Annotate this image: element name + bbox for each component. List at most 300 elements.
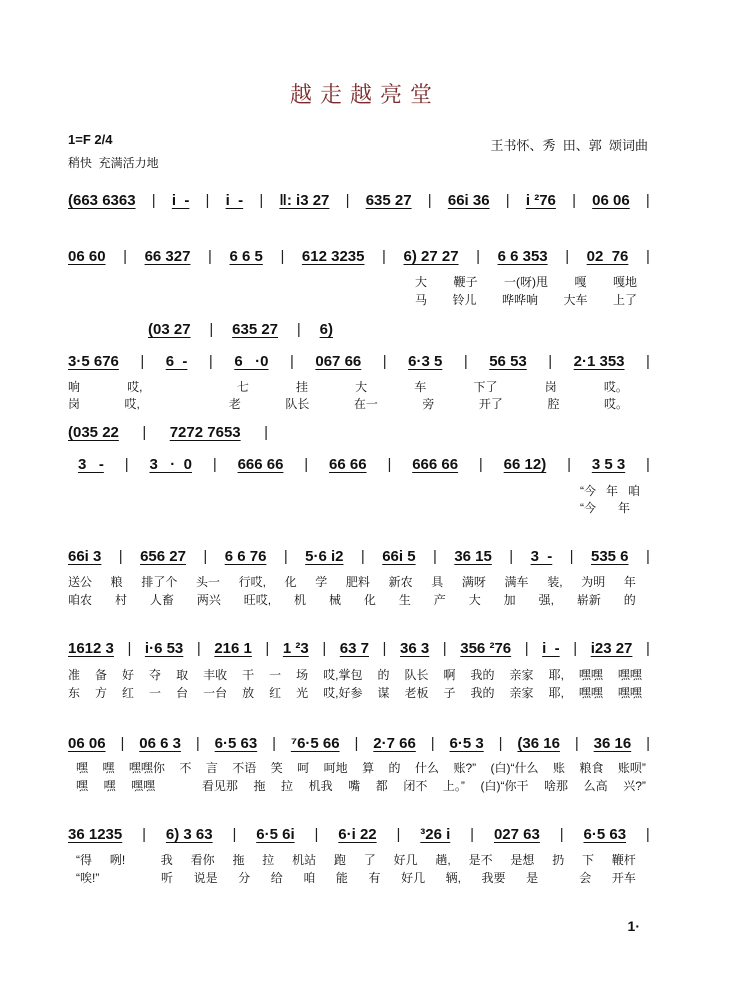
lyric-word: 是想 — [510, 853, 535, 867]
lyric-line-verse-2 — [76, 777, 646, 794]
lyric-word: 机 — [294, 593, 307, 607]
bar-line: | — [212, 456, 217, 473]
bar-line: | — [360, 548, 365, 565]
lyric-word: 化 — [363, 593, 376, 607]
lyric-word: 一 — [269, 668, 282, 682]
lyric-word: 生 — [398, 593, 411, 607]
bar-line: | — [289, 353, 294, 370]
lyric-word: 两兴 — [196, 593, 221, 607]
bar-line: | — [314, 826, 319, 843]
lyric-word: 队长 — [404, 668, 429, 682]
lyric-line-verse-1 — [76, 759, 646, 776]
lyric-word: 铃儿 — [452, 293, 477, 307]
lyric-word: 是不 — [468, 853, 493, 867]
lyric-word: 粮食 — [579, 761, 604, 775]
measure: 63 7 — [339, 640, 369, 657]
lyric-word: 肥料 — [345, 575, 370, 589]
lyric-word: 一 — [149, 686, 162, 700]
lyric-word: 旁 — [422, 397, 435, 411]
lyric-word: 不 — [179, 761, 192, 775]
measure: 36 16 — [593, 735, 632, 752]
lyric-word: 满呀 — [461, 575, 486, 589]
lyric-line-verse-1 — [76, 851, 636, 868]
lyric-word: 我的 — [470, 668, 495, 682]
lyric-word: 哎。 — [603, 397, 628, 411]
lyric-word: 分 — [238, 871, 251, 885]
measure: 6) 27 27 — [403, 248, 459, 265]
lyric-line-verse-1 — [68, 573, 636, 590]
lyric-word: 红 — [122, 686, 135, 700]
lyric-word: 不语 — [232, 761, 257, 775]
bar-line: | — [548, 353, 553, 370]
lyric-word: 我 — [160, 853, 173, 867]
measure: 6·5 63 — [214, 735, 258, 752]
lyric-word: 啊 — [443, 668, 456, 682]
lyric-word: 跑 — [333, 853, 346, 867]
bar-line: | — [208, 248, 212, 265]
measure: 666 66 — [237, 456, 284, 473]
lyric-word: 加 — [503, 593, 516, 607]
lyric-word: 听 — [161, 871, 174, 885]
measure: i·6 53 — [144, 640, 184, 657]
lyric-word: 子 — [443, 686, 456, 700]
measure: 1 ²3 — [282, 640, 309, 657]
bar-line: | — [567, 456, 571, 473]
lyric-word: 么高 — [583, 779, 608, 793]
lyric-word: 夺 — [149, 668, 162, 682]
lyric-word: 嘎 — [574, 275, 587, 289]
measure: 656 27 — [140, 548, 186, 565]
bar-line: | — [646, 456, 650, 473]
lyric-word: 行哎, — [238, 575, 266, 589]
bar-line: | — [120, 735, 125, 752]
measure: i - — [542, 640, 560, 657]
bar-line: | — [304, 456, 309, 473]
measure: 6·5 6i — [256, 826, 295, 843]
measure: 6·5 63 — [583, 826, 627, 843]
measure: 3 5 3 — [591, 456, 626, 473]
measure: 6·3 5 — [408, 353, 443, 370]
measure: 3·5 676 — [68, 353, 119, 370]
bar-line: | — [430, 735, 435, 752]
lyric-word: 开车 — [611, 871, 636, 885]
bar-line: | — [387, 456, 392, 473]
lyric-word: 我要 — [481, 871, 506, 885]
measure: 666 66 — [412, 456, 459, 473]
lyric-word: 拖 — [253, 779, 266, 793]
lyric-word: 车 — [414, 380, 427, 394]
lyric-word: 放 — [242, 686, 255, 700]
lyric-word: 年 — [623, 575, 636, 589]
bar-line: | — [509, 548, 514, 565]
authors: 王书怀、秀 田、郭 颂词曲 — [490, 138, 648, 153]
measure: 6 6 5 — [229, 248, 263, 265]
bar-line: | — [123, 248, 128, 265]
lyric-word: 看你 — [190, 853, 215, 867]
lyric-word: 哎, — [124, 397, 140, 411]
measure: 6 6 353 — [497, 248, 548, 265]
lyric-word: 哎,好参 — [323, 686, 363, 700]
bar-line: | — [396, 826, 401, 843]
measure: (03 27 — [148, 321, 191, 338]
lyric-word: 准 — [68, 668, 81, 682]
bar-line: | — [572, 192, 576, 209]
lyric-word: 呵 — [297, 761, 310, 775]
measure: 2·7 66 — [373, 735, 416, 752]
lyric-word: 下了 — [473, 380, 498, 394]
lyric-word: “今 — [580, 501, 596, 515]
measure: ³26 i — [420, 826, 451, 843]
measure: 36 3 — [400, 640, 430, 657]
lyric-word: 场 — [296, 668, 309, 682]
lyric-word: 红 — [269, 686, 282, 700]
lyric-word: 为明 — [581, 575, 606, 589]
bar-line: | — [196, 640, 201, 657]
measure: 635 27 — [365, 192, 412, 209]
lyric-word: 年 — [617, 501, 630, 515]
lyric-word: 机我 — [308, 779, 333, 793]
bar-line: | — [142, 424, 147, 441]
lyric-word: (白)“你干 — [480, 779, 529, 793]
lyric-word: 化 — [284, 575, 297, 589]
lyric-word: 鞭杆 — [611, 853, 636, 867]
measure: 6 - — [165, 353, 188, 370]
bar-line: | — [645, 640, 650, 657]
bar-line: | — [463, 353, 468, 370]
lyric-word: 咱农 — [68, 593, 93, 607]
bar-line: | — [140, 353, 145, 370]
measure: 36 1235 — [68, 826, 123, 843]
page-number: 1· — [627, 918, 640, 934]
bar-line: | — [433, 548, 437, 565]
lyric-word: 在一 — [353, 397, 378, 411]
lyric-word: 嘿嘿 — [617, 686, 642, 700]
notation-row — [68, 192, 650, 209]
notation-row — [68, 248, 650, 265]
lyric-word: 崭新 — [576, 593, 601, 607]
bar-line: | — [559, 826, 564, 843]
notation-row — [78, 456, 650, 473]
lyric-word: 好几 — [401, 871, 426, 885]
lyric-word: 账?” — [453, 761, 477, 775]
measure: 56 53 — [489, 353, 527, 370]
measure: 3 - — [530, 548, 553, 565]
lyric-word: 上了 — [612, 293, 637, 307]
lyric-word: 嘿嘿你 — [128, 761, 165, 775]
bar-line: | — [382, 640, 387, 657]
measure: 5·6 i2 — [305, 548, 344, 565]
bar-line: | — [345, 192, 350, 209]
lyric-word: 嘿 — [102, 761, 115, 775]
lyric-word: 台 — [176, 686, 189, 700]
bar-line: | — [505, 192, 510, 209]
lyric-word: 腔 — [547, 397, 560, 411]
measure: 66 66 — [329, 456, 367, 473]
lyric-word: 什么 — [414, 761, 439, 775]
bar-line: | — [442, 640, 447, 657]
lyric-word: 大 — [468, 593, 481, 607]
bar-line: | — [646, 353, 650, 370]
lyric-word: 咧! — [109, 853, 126, 867]
lyric-word: 的 — [388, 761, 401, 775]
lyric-word: 账呗” — [617, 761, 646, 775]
measure: 635 27 — [232, 321, 279, 338]
lyric-word: 拖 — [232, 853, 245, 867]
bar-line: | — [646, 735, 650, 752]
lyric-word: 马 — [415, 293, 428, 307]
notation-row — [68, 640, 650, 657]
lyric-word: (白)“什么 — [490, 761, 539, 775]
lyric-word: 哎。 — [603, 380, 628, 394]
bar-line: | — [195, 735, 200, 752]
lyric-word: 是 — [526, 871, 539, 885]
bar-line: | — [208, 353, 213, 370]
bar-line: | — [476, 248, 481, 265]
lyric-word: 拉 — [281, 779, 294, 793]
notation-row — [68, 353, 650, 370]
measure: 66 327 — [144, 248, 191, 265]
bar-line: | — [478, 456, 483, 473]
lyric-word: 拉 — [262, 853, 275, 867]
measure: 66i 3 — [68, 548, 102, 565]
measure: 06 60 — [68, 248, 106, 265]
lyric-word: 上。” — [442, 779, 465, 793]
measure: ‖: i3 27 — [279, 192, 330, 209]
bar-line: | — [645, 826, 650, 843]
lyric-word: 具 — [431, 575, 444, 589]
measure: ⁷6·5 66 — [290, 735, 340, 752]
lyric-line-verse-2 — [68, 591, 636, 608]
lyric-word: 有 — [368, 871, 381, 885]
measure: 6 ·0 — [234, 353, 269, 370]
measure: 1612 3 — [68, 640, 114, 657]
lyric-word: 学 — [315, 575, 328, 589]
measure: 7272 7653 — [169, 424, 241, 441]
lyric-word: 亲家 — [509, 686, 534, 700]
measure: 66i 5 — [382, 548, 416, 565]
lyric-word: 一台 — [203, 686, 228, 700]
bar-line: | — [142, 826, 147, 843]
lyric-word: “得 — [76, 853, 92, 867]
lyric-word: 满车 — [504, 575, 529, 589]
bar-line: | — [569, 548, 574, 565]
bar-line: | — [498, 735, 503, 752]
measure: 3 · 0 — [149, 456, 192, 473]
bar-line: | — [296, 321, 301, 338]
bar-line: | — [645, 248, 650, 265]
lyric-word: 大 — [415, 275, 428, 289]
lyric-word: 亲家 — [509, 668, 534, 682]
lyric-word: 人畜 — [149, 593, 174, 607]
lyric-word: 辆, — [445, 871, 461, 885]
lyric-word: 光 — [296, 686, 309, 700]
lyric-word: 我的 — [470, 686, 495, 700]
lyric-word: 账 — [552, 761, 565, 775]
lyric-word: “今 — [580, 484, 596, 498]
bar-line: | — [574, 735, 579, 752]
bar-line: | — [470, 826, 475, 843]
notation-row — [68, 548, 650, 565]
bar-line: | — [280, 248, 285, 265]
measure: 6) — [319, 321, 333, 338]
lyric-word: 了 — [363, 853, 376, 867]
lyric-word: 送公 — [68, 575, 93, 589]
lyric-word: 一(呀)甩 — [504, 275, 548, 289]
lyric-word: 嘿 — [76, 779, 89, 793]
lyric-word: 机站 — [292, 853, 317, 867]
lyric-word: 看见那 — [201, 779, 238, 793]
lyric-word: 装, — [547, 575, 563, 589]
lyric-word: 咱 — [303, 871, 316, 885]
lyric-word: 给 — [270, 871, 283, 885]
lyric-word: 嘿嘿 — [617, 668, 642, 682]
lyric-line-verse-1 — [68, 378, 628, 395]
measure: 3 - — [78, 456, 104, 473]
bar-line: | — [354, 735, 359, 752]
measure: 356 ²76 — [460, 640, 512, 657]
lyric-word: 扔 — [552, 853, 565, 867]
bar-line: | — [151, 192, 156, 209]
bar-line: | — [427, 192, 432, 209]
lyric-word: 谋 — [377, 686, 390, 700]
lyric-word: 嘿 — [103, 779, 116, 793]
measure: 66i 36 — [447, 192, 490, 209]
lyric-line-verse-2 — [580, 499, 630, 516]
lyric-word: 的 — [623, 593, 636, 607]
lyric-word: 东 — [68, 686, 81, 700]
measure: 6·i 22 — [338, 826, 377, 843]
bar-line: | — [209, 321, 214, 338]
bar-line: | — [127, 640, 132, 657]
measure: 06 06 — [68, 735, 106, 752]
lyric-word: 说是 — [193, 871, 218, 885]
bar-line: | — [645, 548, 650, 565]
lyric-word: 大 — [355, 380, 368, 394]
bar-line: | — [382, 353, 387, 370]
lyric-word: 的 — [377, 668, 390, 682]
lyric-word: 都 — [375, 779, 388, 793]
instrumental-line — [68, 424, 268, 441]
measure: 535 6 — [590, 548, 629, 565]
lyric-line-verse-2 — [68, 684, 642, 701]
measure: 06 6 3 — [139, 735, 181, 752]
lyric-word: 啥那 — [544, 779, 569, 793]
lyric-line-verse-1 — [580, 482, 640, 499]
measure: 067 66 — [315, 353, 362, 370]
lyric-word: 村 — [114, 593, 127, 607]
bar-line: | — [645, 192, 650, 209]
lyric-word: 队长 — [285, 397, 310, 411]
bar-line: | — [205, 192, 210, 209]
lyric-word: 开了 — [478, 397, 503, 411]
measure: 06 06 — [592, 192, 630, 209]
measure: 02 76 — [586, 248, 629, 265]
bar-line: | — [203, 548, 208, 565]
measure: i - — [225, 192, 244, 209]
lyric-word: 兴?” — [623, 779, 646, 793]
lyric-line-verse-2 — [415, 291, 637, 308]
lyric-word: 闭不 — [403, 779, 428, 793]
key-signature: 1=F 2/4 — [68, 132, 113, 147]
lyric-word: 岗 — [544, 380, 557, 394]
lyric-word: 七 — [236, 380, 249, 394]
lyric-word: 言 — [205, 761, 218, 775]
lyric-word: 哗哗响 — [501, 293, 538, 307]
lyric-word: 粮 — [110, 575, 123, 589]
lyric-word: 嘿嘿 — [131, 779, 156, 793]
lyric-word: 干 — [242, 668, 255, 682]
lyric-word: 新农 — [388, 575, 413, 589]
lyric-word: 丰收 — [203, 668, 228, 682]
measure: i ²76 — [525, 192, 556, 209]
bar-line: | — [124, 456, 129, 473]
bar-line: | — [382, 248, 386, 265]
notation-row — [68, 826, 650, 843]
lyric-word: 老 — [228, 397, 241, 411]
measure: 6) 3 63 — [165, 826, 213, 843]
lyric-line-verse-1 — [415, 273, 637, 290]
bar-line: | — [265, 640, 270, 657]
lyric-word: 排了个 — [141, 575, 178, 589]
measure: 6·5 3 — [449, 735, 484, 752]
measure: 216 1 — [214, 640, 252, 657]
lyric-word: 老板 — [404, 686, 429, 700]
measure: i23 27 — [590, 640, 633, 657]
bar-line: | — [118, 548, 123, 565]
lyric-word: 大车 — [563, 293, 588, 307]
lyric-word: 能 — [335, 871, 348, 885]
bar-line: | — [264, 424, 268, 441]
lyric-word: 呵地 — [323, 761, 348, 775]
lyric-word: 好几 — [393, 853, 418, 867]
bar-line: | — [232, 826, 237, 843]
bar-line: | — [322, 640, 327, 657]
lyric-word: 械 — [328, 593, 341, 607]
lyric-word: 下 — [582, 853, 595, 867]
measure: 6 6 76 — [224, 548, 267, 565]
measure: 36 15 — [454, 548, 492, 565]
lyric-word: 岗 — [68, 397, 81, 411]
lyric-word: 旺哎, — [243, 593, 272, 607]
lyric-word: 挂 — [296, 380, 309, 394]
lyric-word: 耶, — [548, 686, 564, 700]
measure: 2·1 353 — [573, 353, 625, 370]
lyric-word: 方 — [95, 686, 108, 700]
notation-row — [68, 735, 650, 752]
bar-line: | — [259, 192, 264, 209]
song-title: 越走越亮堂 — [289, 83, 440, 108]
lyric-word: 哎,掌包 — [323, 668, 363, 682]
bar-line: | — [272, 735, 276, 752]
lyric-word: 趟, — [435, 853, 451, 867]
measure: 027 63 — [493, 826, 540, 843]
tempo-marking: 稍快 充满活力地 — [68, 156, 159, 170]
lyric-word: 鞭子 — [453, 275, 478, 289]
lyric-word: 响 — [68, 380, 81, 394]
bar-line: | — [573, 640, 578, 657]
bar-line: | — [565, 248, 570, 265]
lyric-word: “唉!” — [76, 871, 100, 885]
lyric-word: 嘎地 — [612, 275, 637, 289]
lyric-word: 笑 — [270, 761, 283, 775]
lyric-word: 强, — [538, 593, 554, 607]
instrumental-line — [148, 321, 333, 338]
measure: (36 16 — [517, 735, 560, 752]
lyric-word: 咱 — [627, 484, 640, 498]
lyric-word: 会 — [579, 871, 592, 885]
lyric-word: 备 — [95, 668, 108, 682]
bar-line: | — [524, 640, 529, 657]
